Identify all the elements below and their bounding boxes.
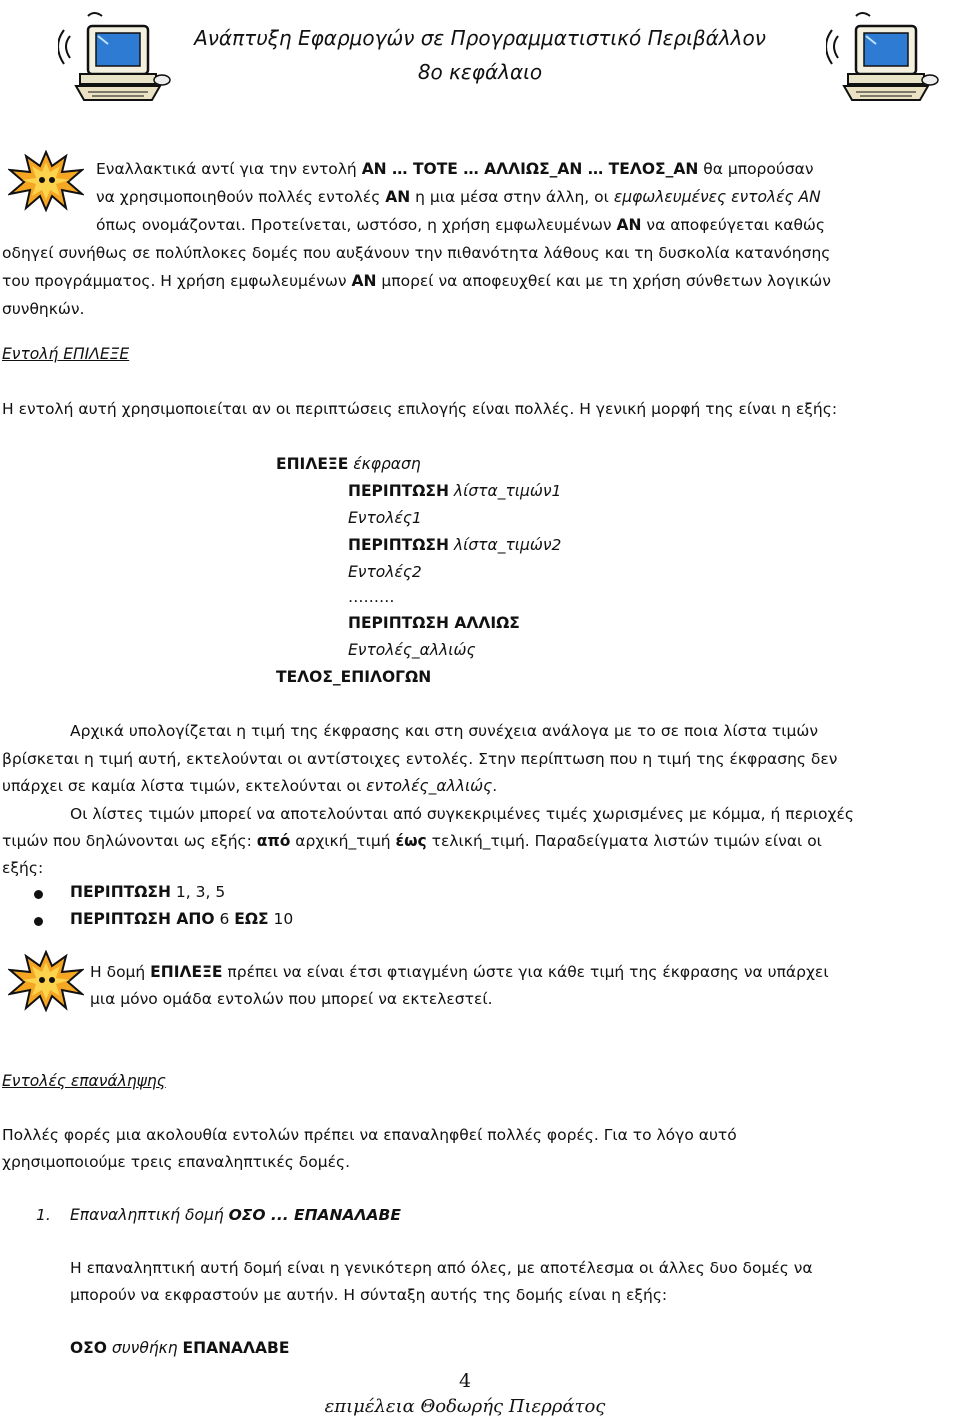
heading-loops: Εντολές επανάληψης bbox=[2, 1072, 166, 1090]
code-line-3: Εντολές1 bbox=[348, 509, 422, 527]
para1-line1: Εναλλακτικά αντί για την εντολή ΑΝ … ΤΟΤΕ … ΑΛΛΙΩΣ_ΑΝ … ΤΕΛΟΣ_ΑΝ θα μπορούσαν bbox=[96, 160, 814, 178]
select-para-line1: Αρχικά υπολογίζεται η τιμή της έκφρασης και στη συνέχεια ανάλογα με το σε ποια λίστα τιμών bbox=[70, 722, 818, 740]
header-title: Ανάπτυξη Εφαρμογών σε Προγραμματιστικό Περιβάλλον bbox=[194, 26, 766, 50]
select-para-line5: τιμών που δηλώνονται ως εξής: από αρχική_τιμή έως τελική_τιμή. Παραδείγματα λιστών τιμών είναι οι bbox=[2, 832, 822, 850]
select-para-line6: εξής: bbox=[2, 859, 44, 877]
page-number: 4 bbox=[458, 1370, 472, 1392]
bullet-item-2: ΠΕΡΙΠΤΩΣΗ ΑΠΟ 6 ΕΩΣ 10 bbox=[70, 910, 294, 928]
header-chapter: 8ο κεφάλαιο bbox=[417, 60, 543, 84]
bullet-item-1: ΠΕΡΙΠΤΩΣΗ 1, 3, 5 bbox=[70, 883, 226, 901]
note-burst-icon bbox=[8, 150, 84, 212]
bullet-icon bbox=[34, 917, 43, 926]
while-desc-line1: Η επαναληπτική αυτή δομή είναι η γενικότερη από όλες, με αποτέλεσμα οι άλλες δυο δομές να bbox=[70, 1259, 813, 1277]
para1-line5: του προγράμματος. Η χρήση εμφωλευμένων ΑΝ μπορεί να αποφευχθεί και με τη χρήση σύνθετων λογικών bbox=[2, 272, 831, 290]
para1-line2: να χρησιμοποιηθούν πολλές εντολές ΑΝ η μια μέσα στην άλλη, οι εμφωλευμένες εντολές ΑΝ bbox=[96, 188, 821, 206]
code-line-4: ΠΕΡΙΠΤΩΣΗ λίστα_τιμών2 bbox=[348, 536, 562, 554]
code-line-1: ΕΠΙΛΕΞΕ έκφραση bbox=[276, 455, 421, 473]
loop-item-1: Επαναληπτική δομή ΟΣΟ ... ΕΠΑΝΑΛΑΒΕ bbox=[70, 1206, 401, 1224]
bullet-icon bbox=[34, 890, 43, 899]
para1-line4: οδηγεί συνήθως σε πολύπλοκες δομές που αυξάνουν την πιθανότητα λάθους και τη δυσκολία κατανόησης bbox=[2, 244, 831, 262]
note-line2: μια μόνο ομάδα εντολών που μπορεί να εκτελεστεί. bbox=[90, 990, 493, 1008]
select-para-line4: Οι λίστες τιμών μπορεί να αποτελούνται από συγκεκριμένες τιμές χωρισμένες με κόμμα, ή περιοχές bbox=[70, 805, 854, 823]
while-desc-line2: μπορούν να εκφραστούν με αυτήν. Η σύνταξη αυτής της δομής είναι η εξής: bbox=[70, 1286, 668, 1304]
note-line1: Η δομή ΕΠΙΛΕΞΕ πρέπει να είναι έτσι φτιαγμένη ώστε για κάθε τιμή της έκφρασης να υπάρχει bbox=[90, 963, 829, 981]
list-number: 1. bbox=[36, 1206, 51, 1224]
code-line-9: ΤΕΛΟΣ_ΕΠΙΛΟΓΩΝ bbox=[276, 668, 432, 686]
code-line-7: ΠΕΡΙΠΤΩΣΗ ΑΛΛΙΩΣ bbox=[348, 614, 520, 632]
while-syntax: ΟΣΟ συνθήκη ΕΠΑΝΑΛΑΒΕ bbox=[70, 1339, 290, 1357]
code-line-2: ΠΕΡΙΠΤΩΣΗ λίστα_τιμών1 bbox=[348, 482, 562, 500]
select-intro: Η εντολή αυτή χρησιμοποιείται αν οι περιπτώσεις επιλογής είναι πολλές. Η γενική μορφή της είναι η εξής: bbox=[2, 400, 838, 418]
loops-para-line1: Πολλές φορές μια ακολουθία εντολών πρέπει να επαναληφθεί πολλές φορές. Για το λόγο αυτό bbox=[2, 1126, 737, 1144]
code-line-8: Εντολές_αλλιώς bbox=[348, 641, 476, 659]
computer-clipart-icon-right bbox=[826, 8, 946, 108]
code-line-6: ……… bbox=[348, 588, 395, 606]
computer-clipart-icon-left bbox=[58, 8, 178, 108]
code-line-5: Εντολές2 bbox=[348, 563, 422, 581]
para1-line3: όπως ονομάζονται. Προτείνεται, ωστόσο, η χρήση εμφωλευμένων ΑΝ να αποφεύγεται καθώς bbox=[96, 216, 826, 234]
select-para-line2: βρίσκεται η τιμή αυτή, εκτελούνται οι αντίστοιχες εντολές. Στην περίπτωση που η τιμή της έκφρασης δεν bbox=[2, 750, 838, 768]
select-para-line3: υπάρχει σε καμία λίστα τιμών, εκτελούνται οι εντολές_αλλιώς. bbox=[2, 777, 498, 795]
heading-select: Εντολή ΕΠΙΛΕΞΕ bbox=[2, 345, 130, 363]
loops-para-line2: χρησιμοποιούμε τρεις επαναληπτικές δομές. bbox=[2, 1153, 351, 1171]
para1-line6: συνθηκών. bbox=[2, 300, 85, 318]
footer-author: επιμέλεια Θοδωρής Πιερράτος bbox=[324, 1396, 606, 1417]
note-burst-icon bbox=[8, 950, 84, 1012]
